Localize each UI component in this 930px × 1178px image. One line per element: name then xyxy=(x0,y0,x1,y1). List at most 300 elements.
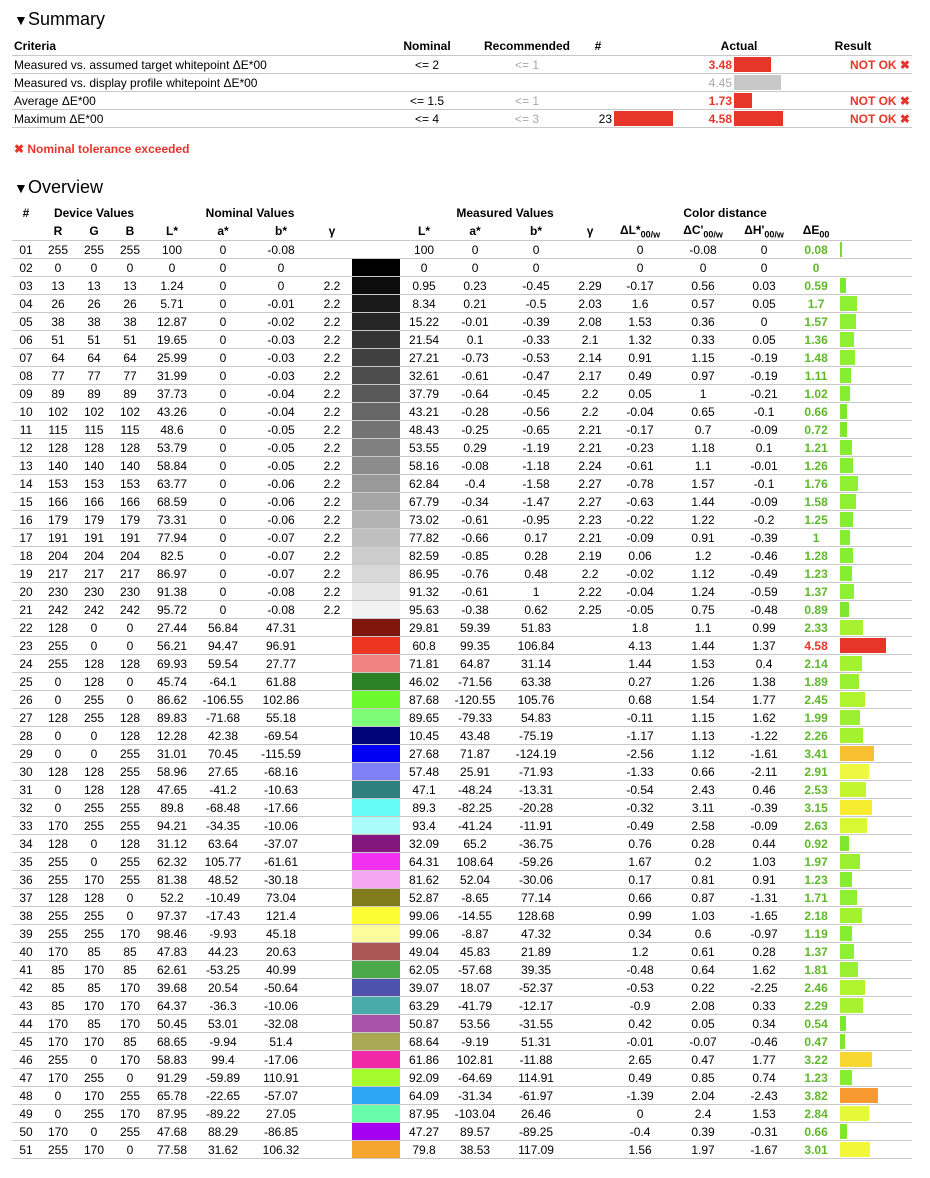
delta-l-cell: 1.32 xyxy=(610,331,670,349)
measured-a-cell: -14.55 xyxy=(448,907,502,925)
delta-h-cell: 0.34 xyxy=(736,1015,792,1033)
device-b-cell: 128 xyxy=(112,781,148,799)
delta-c-cell: 1.18 xyxy=(670,439,736,457)
measured-a-cell: 53.56 xyxy=(448,1015,502,1033)
nominal-a-cell: 0 xyxy=(196,475,250,493)
delta-c-cell: 0.91 xyxy=(670,529,736,547)
delta-l-cell: 0.05 xyxy=(610,385,670,403)
device-b-cell: 255 xyxy=(112,853,148,871)
delta-e-bar-cell xyxy=(840,1033,912,1051)
measured-b-cell: 77.14 xyxy=(502,889,570,907)
delta-e-cell: 2.14 xyxy=(792,655,840,673)
device-b-cell: 26 xyxy=(112,295,148,313)
delta-e-cell: 1.89 xyxy=(792,673,840,691)
measured-gamma-cell xyxy=(570,1069,610,1087)
nominal-b-cell: -10.63 xyxy=(250,781,312,799)
delta-e-bar-cell xyxy=(840,1051,912,1069)
delta-e-cell: 2.63 xyxy=(792,817,840,835)
measured-b-cell: -11.88 xyxy=(502,1051,570,1069)
nominal-gamma-cell: 2.2 xyxy=(312,367,352,385)
nominal-gamma-cell: 2.2 xyxy=(312,295,352,313)
nominal-a-cell: 99.4 xyxy=(196,1051,250,1069)
color-swatch xyxy=(352,727,400,745)
color-swatch xyxy=(352,691,400,709)
color-swatch xyxy=(352,421,400,439)
nominal-l-cell: 100 xyxy=(148,241,196,259)
delta-e-bar xyxy=(840,764,869,779)
nominal-gamma-cell xyxy=(312,871,352,889)
nominal-l-cell: 45.74 xyxy=(148,673,196,691)
measured-b-cell: -0.95 xyxy=(502,511,570,529)
nominal-l-cell: 19.65 xyxy=(148,331,196,349)
delta-h-cell: -0.31 xyxy=(736,1123,792,1141)
delta-e-bar xyxy=(840,386,850,401)
measured-l-cell: 49.04 xyxy=(400,943,448,961)
delta-e-bar xyxy=(840,1034,845,1049)
patch-number-cell: 22 xyxy=(12,619,40,637)
device-r-cell: 128 xyxy=(40,835,76,853)
nominal-a-cell: 63.64 xyxy=(196,835,250,853)
col-b: B xyxy=(125,224,135,238)
patch-number-cell: 01 xyxy=(12,241,40,259)
delta-e-cell: 1.7 xyxy=(792,295,840,313)
device-g-cell: 0 xyxy=(76,637,112,655)
device-g-cell: 242 xyxy=(76,601,112,619)
device-b-cell: 77 xyxy=(112,367,148,385)
color-swatch xyxy=(352,385,400,403)
measured-a-cell: 59.39 xyxy=(448,619,502,637)
nominal-b-cell: -0.07 xyxy=(250,565,312,583)
nominal-gamma-cell: 2.2 xyxy=(312,403,352,421)
color-distance-header: Color distance xyxy=(683,206,767,220)
color-swatch xyxy=(352,997,400,1015)
measured-l-cell: 32.61 xyxy=(400,367,448,385)
device-b-cell: 0 xyxy=(112,619,148,637)
patch-number-cell: 39 xyxy=(12,925,40,943)
color-swatch xyxy=(352,565,400,583)
device-b-cell: 128 xyxy=(112,835,148,853)
delta-e-cell: 0.72 xyxy=(792,421,840,439)
delta-e-bar-cell xyxy=(840,385,912,403)
nominal-gamma-cell: 2.2 xyxy=(312,277,352,295)
delta-l-cell: 0 xyxy=(610,1105,670,1123)
nominal-l-cell: 27.44 xyxy=(148,619,196,637)
patch-number-cell: 09 xyxy=(12,385,40,403)
nominal-a-cell: 0 xyxy=(196,313,250,331)
device-g-cell: 204 xyxy=(76,547,112,565)
delta-e-cell: 1.48 xyxy=(792,349,840,367)
measured-l-cell: 62.84 xyxy=(400,475,448,493)
nominal-b-cell: -115.59 xyxy=(250,745,312,763)
delta-e-cell: 2.84 xyxy=(792,1105,840,1123)
delta-h-cell: 0.46 xyxy=(736,781,792,799)
actual-bar xyxy=(734,111,783,126)
delta-e-cell: 3.41 xyxy=(792,745,840,763)
delta-c-cell: 0.47 xyxy=(670,1051,736,1069)
delta-e-bar xyxy=(840,656,861,671)
nominal-gamma-cell xyxy=(312,1069,352,1087)
measured-a-cell: -0.34 xyxy=(448,493,502,511)
count-bar xyxy=(614,111,673,126)
nominal-b-cell: 96.91 xyxy=(250,637,312,655)
count-cell: 23 xyxy=(582,110,614,128)
nominal-l-cell: 43.26 xyxy=(148,403,196,421)
nominal-a-cell: -9.94 xyxy=(196,1033,250,1051)
delta-e-cell: 1.23 xyxy=(792,565,840,583)
device-b-cell: 102 xyxy=(112,403,148,421)
collapse-triangle-icon[interactable]: ▼ xyxy=(14,12,28,28)
patch-number-cell: 05 xyxy=(12,313,40,331)
device-b-cell: 85 xyxy=(112,1033,148,1051)
nominal-a-cell: 56.84 xyxy=(196,619,250,637)
nominal-l-cell: 62.61 xyxy=(148,961,196,979)
delta-e-cell: 1.11 xyxy=(792,367,840,385)
nominal-a-cell: 105.77 xyxy=(196,853,250,871)
delta-c-cell: 0.56 xyxy=(670,277,736,295)
delta-e-bar xyxy=(840,1088,878,1103)
measured-b-cell: -75.19 xyxy=(502,727,570,745)
measured-a-cell: -0.01 xyxy=(448,313,502,331)
nominal-gamma-cell xyxy=(312,637,352,655)
delta-h-cell: -0.1 xyxy=(736,475,792,493)
delta-e-bar-cell xyxy=(840,295,912,313)
table-row xyxy=(12,817,912,835)
measured-b-cell: -71.93 xyxy=(502,763,570,781)
patch-number-cell: 49 xyxy=(12,1105,40,1123)
delta-e-bar-cell xyxy=(840,583,912,601)
count-bar-cell xyxy=(614,92,684,110)
delta-c-cell: 1.26 xyxy=(670,673,736,691)
delta-e-cell: 3.15 xyxy=(792,799,840,817)
device-g-cell: 255 xyxy=(76,709,112,727)
patch-number-cell: 41 xyxy=(12,961,40,979)
device-r-cell: 255 xyxy=(40,907,76,925)
patch-number-cell: 17 xyxy=(12,529,40,547)
delta-h-cell: -0.09 xyxy=(736,817,792,835)
device-b-cell: 128 xyxy=(112,727,148,745)
nominal-gamma-cell: 2.2 xyxy=(312,313,352,331)
delta-c-cell: 1.22 xyxy=(670,511,736,529)
device-r-cell: 0 xyxy=(40,781,76,799)
delta-e-cell: 1.26 xyxy=(792,457,840,475)
delta-c-cell: 2.08 xyxy=(670,997,736,1015)
delta-l-cell: 1.44 xyxy=(610,655,670,673)
delta-e-cell: 1.57 xyxy=(792,313,840,331)
device-g-cell: 102 xyxy=(76,403,112,421)
color-swatch xyxy=(352,763,400,781)
nominal-a-cell: 0 xyxy=(196,295,250,313)
device-r-cell: 191 xyxy=(40,529,76,547)
delta-c-cell: 1.54 xyxy=(670,691,736,709)
delta-c-cell: 0.61 xyxy=(670,943,736,961)
nominal-a-cell: 0 xyxy=(196,511,250,529)
measured-a-cell: 102.81 xyxy=(448,1051,502,1069)
measured-l-cell: 48.43 xyxy=(400,421,448,439)
device-g-cell: 217 xyxy=(76,565,112,583)
count-bar-cell xyxy=(614,74,684,92)
patch-number-cell: 03 xyxy=(12,277,40,295)
nominal-gamma-cell: 2.2 xyxy=(312,439,352,457)
measured-b-cell: -0.45 xyxy=(502,385,570,403)
measured-b-cell: -20.28 xyxy=(502,799,570,817)
measured-l-cell: 57.48 xyxy=(400,763,448,781)
nominal-l-cell: 58.84 xyxy=(148,457,196,475)
delta-c-cell: -0.07 xyxy=(670,1033,736,1051)
nominal-b-cell: -0.01 xyxy=(250,295,312,313)
actual-bar xyxy=(734,93,752,108)
patch-number-cell: 42 xyxy=(12,979,40,997)
measured-gamma-cell: 2.2 xyxy=(570,403,610,421)
patch-number-cell: 20 xyxy=(12,583,40,601)
device-b-cell: 170 xyxy=(112,925,148,943)
measured-l-cell: 87.95 xyxy=(400,1105,448,1123)
table-row xyxy=(12,475,912,493)
nominal-a-cell: 88.29 xyxy=(196,1123,250,1141)
delta-l-cell: -0.61 xyxy=(610,457,670,475)
overview-section-title[interactable]: ▼Overview xyxy=(14,177,104,197)
criteria-cell: Maximum ΔE*00 xyxy=(12,110,382,128)
patch-number-cell: 31 xyxy=(12,781,40,799)
delta-l-cell: 0.66 xyxy=(610,889,670,907)
delta-e-bar xyxy=(840,404,847,419)
delta-l-cell: -0.32 xyxy=(610,799,670,817)
nominal-b-cell: -0.03 xyxy=(250,367,312,385)
nominal-gamma-cell xyxy=(312,1015,352,1033)
device-g-cell: 0 xyxy=(76,745,112,763)
nominal-b-cell: -0.04 xyxy=(250,385,312,403)
patch-number-cell: 51 xyxy=(12,1141,40,1159)
measured-b-cell: 0 xyxy=(502,259,570,277)
device-b-cell: 0 xyxy=(112,259,148,277)
delta-c-cell: 0.64 xyxy=(670,961,736,979)
delta-c-cell: 1.1 xyxy=(670,457,736,475)
col-l: L* xyxy=(166,224,179,238)
delta-e-bar xyxy=(840,872,852,887)
patch-number-cell: 11 xyxy=(12,421,40,439)
measured-a-cell: -120.55 xyxy=(448,691,502,709)
measured-l-cell: 99.06 xyxy=(400,907,448,925)
result-cell: NOT OK ✖ xyxy=(794,92,912,110)
measured-a-cell: 99.35 xyxy=(448,637,502,655)
delta-e-bar xyxy=(840,368,851,383)
measured-b-cell: 26.46 xyxy=(502,1105,570,1123)
measured-a-cell: -57.68 xyxy=(448,961,502,979)
device-g-cell: 64 xyxy=(76,349,112,367)
tolerance-note: ✖ Nominal tolerance exceeded xyxy=(14,142,190,156)
color-swatch xyxy=(352,475,400,493)
device-r-cell: 26 xyxy=(40,295,76,313)
patch-number-cell: 08 xyxy=(12,367,40,385)
measured-gamma-cell: 2.17 xyxy=(570,367,610,385)
device-r-cell: 170 xyxy=(40,1015,76,1033)
device-g-cell: 255 xyxy=(76,1069,112,1087)
delta-l-cell: -0.04 xyxy=(610,403,670,421)
delta-c-cell: -0.08 xyxy=(670,241,736,259)
device-g-cell: 255 xyxy=(76,1105,112,1123)
color-swatch xyxy=(352,547,400,565)
result-cell: NOT OK ✖ xyxy=(794,110,912,128)
actual-cell: 4.58 xyxy=(684,110,734,128)
delta-h-cell: -1.31 xyxy=(736,889,792,907)
nominal-gamma-cell xyxy=(312,835,352,853)
delta-c-cell: 1.97 xyxy=(670,1141,736,1159)
measured-l-cell: 95.63 xyxy=(400,601,448,619)
delta-c-cell: 0.7 xyxy=(670,421,736,439)
delta-l-cell: -0.02 xyxy=(610,565,670,583)
device-g-cell: 128 xyxy=(76,889,112,907)
delta-e-bar-cell xyxy=(840,799,912,817)
measured-gamma-cell xyxy=(570,1051,610,1069)
measured-a-cell: -9.19 xyxy=(448,1033,502,1051)
actual-cell: 4.45 xyxy=(684,74,734,92)
device-r-cell: 170 xyxy=(40,1123,76,1141)
delta-e-bar xyxy=(840,890,857,905)
collapse-triangle-icon[interactable]: ▼ xyxy=(14,180,28,196)
nominal-a-cell: -53.25 xyxy=(196,961,250,979)
nominal-b-cell: -0.06 xyxy=(250,475,312,493)
delta-h-cell: -1.67 xyxy=(736,1141,792,1159)
nominal-gamma-cell xyxy=(312,907,352,925)
delta-e-cell: 1.02 xyxy=(792,385,840,403)
measured-b-cell: 51.31 xyxy=(502,1033,570,1051)
nominal-gamma-cell xyxy=(312,925,352,943)
delta-l-cell: 0.49 xyxy=(610,1069,670,1087)
delta-h-cell: 0.33 xyxy=(736,997,792,1015)
device-b-cell: 217 xyxy=(112,565,148,583)
device-r-cell: 242 xyxy=(40,601,76,619)
nominal-a-cell: 0 xyxy=(196,529,250,547)
delta-e-cell: 3.01 xyxy=(792,1141,840,1159)
table-row xyxy=(12,1141,912,1159)
color-swatch xyxy=(352,1141,400,1159)
table-row xyxy=(12,799,912,817)
summary-section-title[interactable]: ▼Summary xyxy=(14,9,106,29)
color-swatch xyxy=(352,817,400,835)
measured-b-cell: 128.68 xyxy=(502,907,570,925)
device-r-cell: 0 xyxy=(40,727,76,745)
device-g-cell: 85 xyxy=(76,943,112,961)
measured-a-cell: -41.24 xyxy=(448,817,502,835)
device-r-cell: 255 xyxy=(40,655,76,673)
measured-a-cell: 43.48 xyxy=(448,727,502,745)
measured-b-cell: -30.06 xyxy=(502,871,570,889)
measured-gamma-cell xyxy=(570,745,610,763)
nominal-b-cell: 27.05 xyxy=(250,1105,312,1123)
recommended-cell: <= 3 xyxy=(472,110,582,128)
nominal-b-cell: -0.05 xyxy=(250,457,312,475)
patch-number-cell: 18 xyxy=(12,547,40,565)
device-r-cell: 255 xyxy=(40,925,76,943)
measured-b-cell: -0.47 xyxy=(502,367,570,385)
actual-bar xyxy=(734,75,781,90)
delta-c-cell: 0.87 xyxy=(670,889,736,907)
nominal-gamma-cell: 2.2 xyxy=(312,565,352,583)
patch-number-cell: 07 xyxy=(12,349,40,367)
col-delta-l: $\Delta L*_{00/w}$ xyxy=(619,222,661,240)
measured-l-cell: 37.79 xyxy=(400,385,448,403)
overview-table xyxy=(12,204,912,1159)
delta-c-cell: 2.04 xyxy=(670,1087,736,1105)
nominal-b-cell: -57.07 xyxy=(250,1087,312,1105)
measured-gamma-cell xyxy=(570,691,610,709)
device-g-cell: 179 xyxy=(76,511,112,529)
measured-gamma-cell xyxy=(570,961,610,979)
delta-e-bar-cell xyxy=(840,835,912,853)
table-row xyxy=(12,277,912,295)
device-b-cell: 51 xyxy=(112,331,148,349)
device-r-cell: 128 xyxy=(40,763,76,781)
nominal-b-cell: -0.06 xyxy=(250,493,312,511)
nominal-cell xyxy=(382,74,472,92)
measured-l-cell: 77.82 xyxy=(400,529,448,547)
measured-gamma-cell xyxy=(570,1015,610,1033)
delta-l-cell: 0 xyxy=(610,259,670,277)
col-b-star: b* xyxy=(275,224,288,238)
color-swatch xyxy=(352,241,400,259)
measured-l-cell: 46.02 xyxy=(400,673,448,691)
col-r: R xyxy=(53,224,63,238)
color-swatch xyxy=(352,583,400,601)
measured-l-cell: 89.65 xyxy=(400,709,448,727)
table-row xyxy=(12,583,912,601)
color-swatch xyxy=(352,259,400,277)
measured-a-cell: 108.64 xyxy=(448,853,502,871)
color-swatch xyxy=(352,979,400,997)
device-g-cell: 0 xyxy=(76,259,112,277)
measured-a-cell: -8.65 xyxy=(448,889,502,907)
nominal-a-cell: 53.01 xyxy=(196,1015,250,1033)
delta-h-cell: 0 xyxy=(736,259,792,277)
delta-e-bar xyxy=(840,854,860,869)
color-swatch xyxy=(352,349,400,367)
delta-l-cell: -0.04 xyxy=(610,583,670,601)
table-row xyxy=(12,403,912,421)
delta-h-cell: 0 xyxy=(736,241,792,259)
delta-e-cell: 0.54 xyxy=(792,1015,840,1033)
nominal-a-cell: -10.49 xyxy=(196,889,250,907)
delta-e-bar xyxy=(840,980,865,995)
measured-gamma-cell: 2.24 xyxy=(570,457,610,475)
measured-gamma-cell xyxy=(570,1105,610,1123)
device-r-cell: 128 xyxy=(40,889,76,907)
delta-e-bar-cell xyxy=(840,673,912,691)
nominal-b-cell: -0.08 xyxy=(250,241,312,259)
device-g-cell: 255 xyxy=(76,799,112,817)
measured-gamma-cell xyxy=(570,925,610,943)
delta-e-cell: 1.97 xyxy=(792,853,840,871)
nominal-l-cell: 0 xyxy=(148,259,196,277)
nominal-gamma-cell xyxy=(312,799,352,817)
measured-a-cell: 89.57 xyxy=(448,1123,502,1141)
device-g-cell: 170 xyxy=(76,1033,112,1051)
nominal-a-cell: 42.38 xyxy=(196,727,250,745)
nominal-a-cell: -89.22 xyxy=(196,1105,250,1123)
delta-e-bar-cell xyxy=(840,907,912,925)
device-g-cell: 0 xyxy=(76,835,112,853)
measured-l-cell: 91.32 xyxy=(400,583,448,601)
delta-e-cell: 2.33 xyxy=(792,619,840,637)
patch-number-cell: 26 xyxy=(12,691,40,709)
measured-l-cell: 62.05 xyxy=(400,961,448,979)
delta-h-cell: 0.44 xyxy=(736,835,792,853)
nominal-b-cell: -0.08 xyxy=(250,601,312,619)
nominal-a-cell: 59.54 xyxy=(196,655,250,673)
device-g-cell: 89 xyxy=(76,385,112,403)
criteria-header: Criteria xyxy=(14,39,57,53)
color-swatch xyxy=(352,889,400,907)
nominal-b-cell: -0.03 xyxy=(250,331,312,349)
measured-a-cell: -0.73 xyxy=(448,349,502,367)
